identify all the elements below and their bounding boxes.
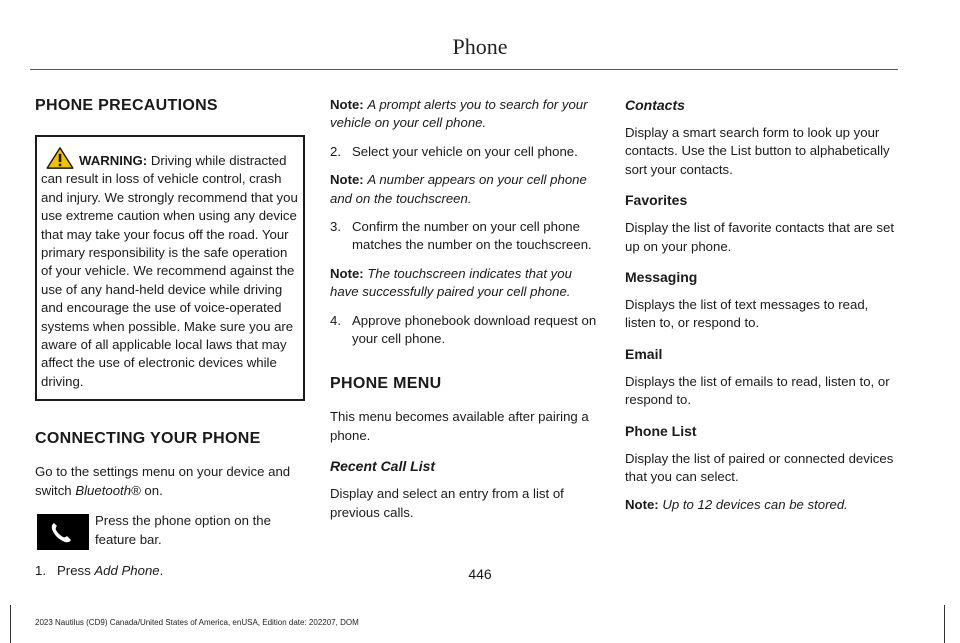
column-2: [330, 96, 602, 522]
step-text: Approve phonebook download request on your cell phone.: [352, 312, 597, 347]
crop-mark-right: [944, 605, 945, 643]
section-heading-connecting: CONNECTING YOUR PHONE: [35, 430, 261, 448]
warning-triangle-icon: [45, 147, 75, 169]
messaging-text: Displays the list of text messages to read, listen to, or respond to.: [625, 297, 869, 331]
crop-mark-left: [10, 605, 11, 643]
connect-text: Go to the settings menu on your device and switch: [35, 464, 291, 498]
email-text: Displays the list of emails to read, listen to, or respond to.: [625, 373, 890, 408]
column-3: [625, 96, 898, 515]
column-1: [35, 96, 305, 581]
step-2: [330, 143, 602, 161]
step-number: 2.: [330, 143, 341, 159]
section-heading-phone-precautions: PHONE PRECAUTIONS: [35, 97, 218, 114]
subheading-recent-call-list: Recent Call List: [330, 458, 436, 475]
step-text: Select your vehicle on your cell phone.: [352, 143, 578, 159]
warning-box: [35, 135, 305, 401]
contacts-text: Display a smart search form to look up your contacts. Use the List button to alphabetically sort your contacts.: [625, 125, 890, 177]
phone-handset-icon: [37, 514, 89, 550]
note-label: Note:: [330, 172, 364, 188]
favorites-text: Display the list of favorite contacts that are set up on your phone.: [625, 220, 895, 254]
note-devices: [625, 496, 898, 514]
step-3: [330, 218, 602, 255]
warning-text: Driving while distracted can result in loss of vehicle control, crash and injury. We strongly recommend that you use extreme caution when using any device that may take your focus off the road. Your primary responsibility is the safe operation of your vehicle. We recommend against the use of any hand-held device while driving and encourage the use of voice-operated systems when possible. Make sure you are aware of all applicable local laws that may affect the use of electronic devices while driving.: [41, 153, 298, 389]
phone-option-row: [35, 512, 305, 554]
step-number: 4.: [330, 312, 341, 328]
note-text: A number appears on your cell phone and on the touchscreen.: [330, 172, 587, 206]
note-label: Note:: [625, 497, 659, 513]
step-number: 3.: [330, 219, 341, 235]
edition-info: 2023 Nautilus (CD9) Canada/United States of America, enUSA, Edition date: 202207, DOM: [35, 618, 359, 627]
step-text: Confirm the number on your cell phone matches the number on the touchscreen.: [352, 219, 592, 253]
note-text: The touchscreen indicates that you have successfully paired your cell phone.: [330, 265, 572, 300]
phone-menu-text: This menu becomes available after pairing a phone.: [330, 409, 589, 443]
subheading-phone-list: Phone List: [625, 422, 697, 439]
warning-label: WARNING:: [79, 153, 148, 168]
phone-list-text: Display the list of paired or connected devices that you can select.: [625, 450, 894, 485]
note-text: A prompt alerts you to search for your vehicle on your cell phone.: [330, 97, 588, 131]
note-label: Note:: [330, 265, 364, 281]
subheading-messaging: Messaging: [625, 269, 698, 286]
note-label: Note:: [330, 97, 364, 112]
connect-text-end: on.: [140, 482, 163, 498]
subheading-email: Email: [625, 345, 663, 362]
subheading-contacts: Contacts: [625, 97, 685, 113]
note-2: [330, 171, 602, 208]
bluetooth-term: Bluetooth®: [75, 482, 141, 498]
add-phone-term: Add Phone: [94, 563, 160, 579]
page-number: 446: [468, 566, 492, 582]
note-text: Up to 12 devices can be stored.: [662, 497, 848, 513]
connect-paragraph: [35, 463, 305, 500]
note-1: [330, 96, 602, 133]
note-3: [330, 265, 602, 302]
subheading-favorites: Favorites: [625, 192, 688, 209]
page-title: Phone: [452, 34, 508, 59]
step-4: [330, 312, 602, 349]
header-divider: [30, 69, 898, 70]
recent-call-list-text: Display and select an entry from a list of previous calls.: [330, 486, 564, 520]
phone-option-text: Press the phone option on the feature bar.: [95, 513, 271, 547]
section-heading-phone-menu: PHONE MENU: [330, 375, 442, 393]
step-text-end: .: [159, 563, 164, 579]
step-text: Press: [57, 563, 95, 579]
step-number: 1.: [35, 563, 46, 579]
